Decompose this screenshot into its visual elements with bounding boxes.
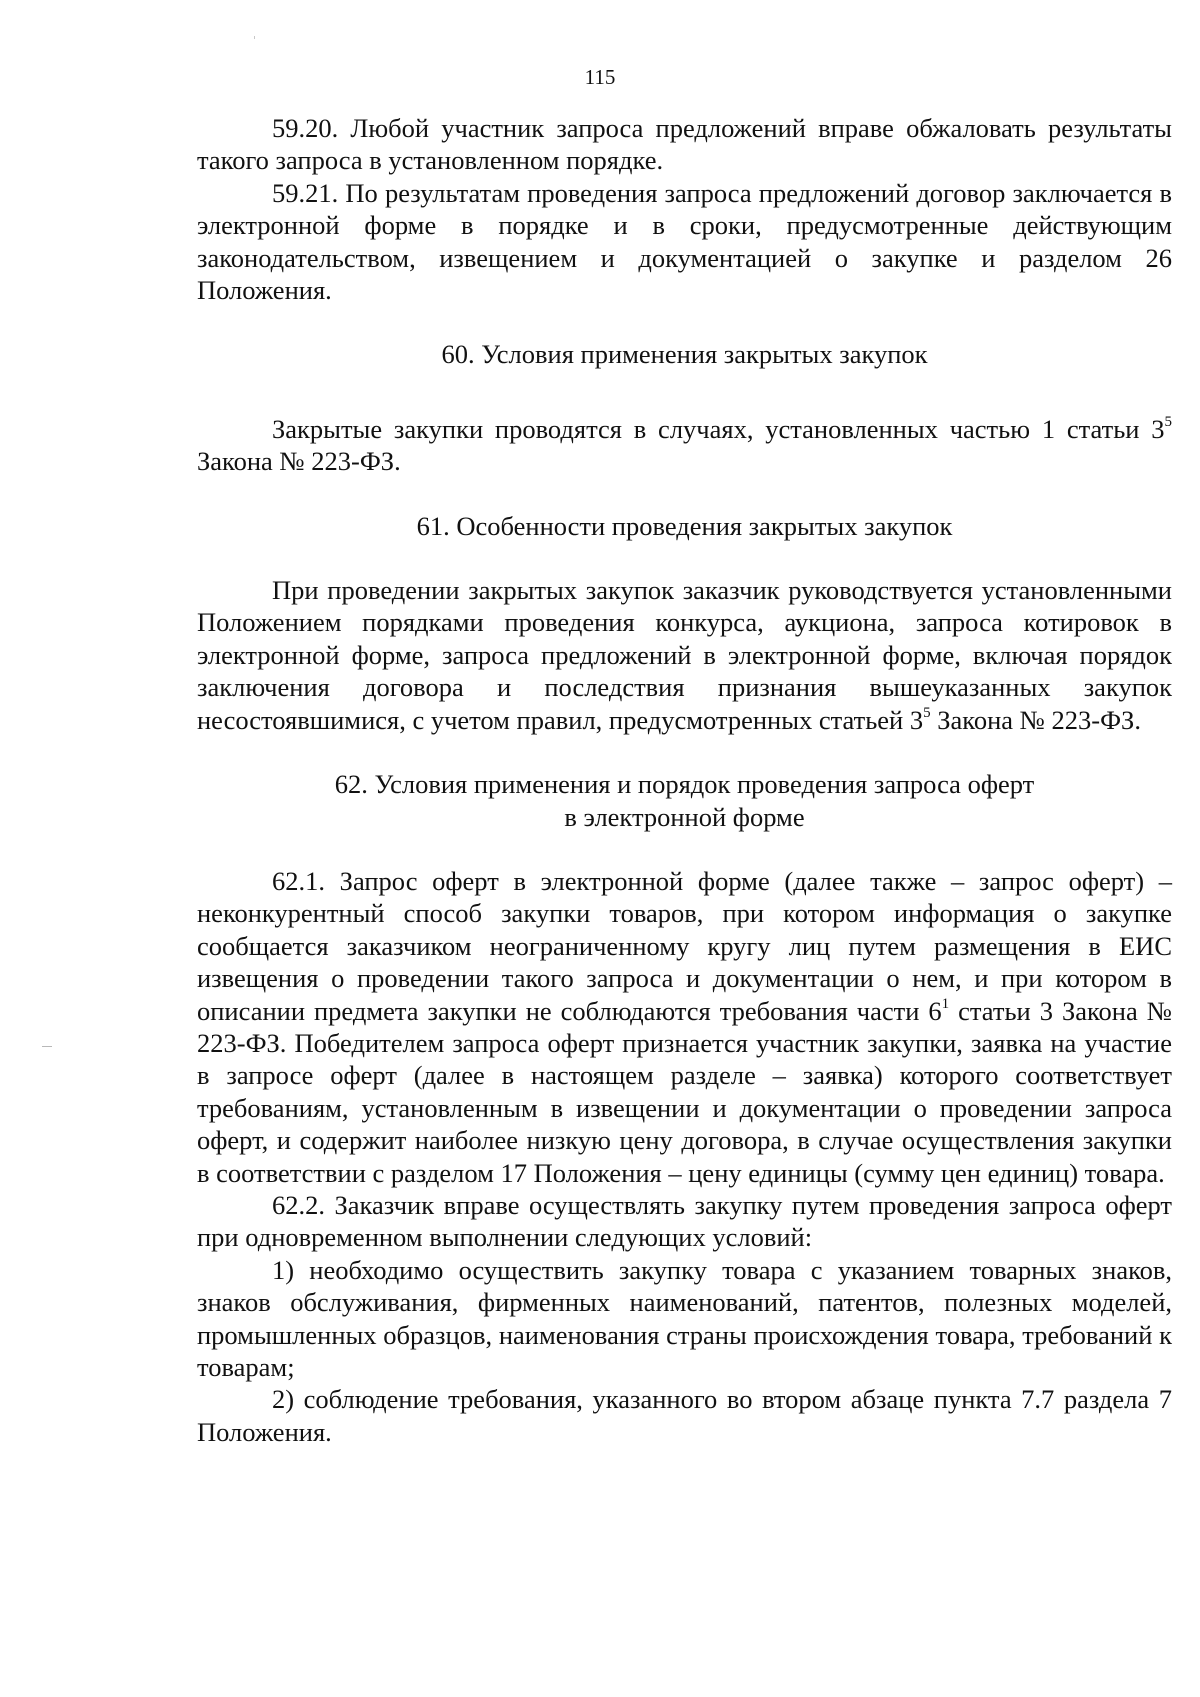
superscript: 1 bbox=[941, 995, 950, 1012]
heading-line: в электронной форме bbox=[564, 801, 805, 832]
section-heading-62 bbox=[197, 768, 1172, 833]
paragraph-62-1 bbox=[197, 865, 1172, 1189]
paragraph-text: статьи 3 Закона № 223-ФЗ. Победителем запроса оферт признается участник закупки, заявка на участие в запросе оферт (далее в настоящем разделе – заявка) которого соответствует требованиям, установленным в извещении и документации о проведении запроса оферт, и содержит наиболее низкую цену договора, в случае осуществления закупки в соответствии с разделом 17 Положения – цену единицы (сумму цен единиц) товара. bbox=[197, 995, 1172, 1188]
section-heading-61: 61. Особенности проведения закрытых закупок bbox=[416, 510, 953, 541]
list-item-62-2-2: 2) соблюдение требования, указанного во втором абзаце пункта 7.7 раздела 7 Положения. bbox=[197, 1384, 1172, 1447]
paragraph-text: Закрытые закупки проводятся в случаях, установленных частью 1 статьи 3 bbox=[272, 413, 1165, 444]
heading-line: 62. Условия применения и порядок проведения запроса оферт bbox=[334, 769, 1035, 800]
paragraph-text: Закона № 223-ФЗ. bbox=[197, 446, 401, 477]
paragraph-text: Закона № 223-ФЗ. bbox=[930, 704, 1141, 735]
page-number: 115 bbox=[584, 65, 616, 89]
paragraph-62-2: 62.2. Заказчик вправе осуществлять закупку путем проведения запроса оферт при одновременном выполнении следующих условий: bbox=[197, 1189, 1172, 1253]
paragraph-59-20: 59.20. Любой участник запроса предложений вправе обжаловать результаты такого запроса в установленном порядке. bbox=[197, 113, 1172, 176]
superscript: 5 bbox=[923, 704, 931, 721]
document-body bbox=[197, 112, 1172, 1448]
paragraph-59-21: 59.21. По результатам проведения запроса предложений договор заключается в электронной форме в порядке и в сроки, предусмотренные действующим законодательством, извещением и документацией о закупке и разделом 26 Положения. bbox=[197, 177, 1172, 306]
paragraph-text: 62.1. Запрос оферт в электронной форме (далее также – запрос оферт) – неконкурентный способ закупки товаров, при котором информация о закупке сообщается заказчиком неограниченному кругу лиц путем размещения в ЕИС извещения о проведении такого запроса и документации о нем, и при котором в описании предмета закупки не соблюдаются требования части 6 bbox=[197, 865, 1172, 1026]
paragraph-text: При проведении закрытых закупок заказчик руководствуется установленными Положением порядками проведения конкурса, аукциона, запроса котировок в электронной форме, запроса предложений в электронной форме, включая порядок заключения договора и последствия признания вышеуказанных закупок несостоявшимися, с учетом правил, предусмотренных статьей 3 bbox=[197, 575, 1172, 735]
list-item-62-2-1: 1) необходимо осуществить закупку товара с указанием товарных знаков, знаков обслуживания, фирменных наименований, патентов, полезных моделей, промышленных образцов, наименования страны происхождения товара, требований к товарам; bbox=[197, 1254, 1172, 1382]
scan-mark bbox=[42, 1046, 52, 1047]
section-heading-60: 60. Условия применения закрытых закупок bbox=[441, 339, 928, 370]
paragraph-60 bbox=[197, 413, 1172, 478]
scan-mark bbox=[254, 36, 255, 39]
superscript: 5 bbox=[1164, 414, 1172, 431]
paragraph-61 bbox=[197, 574, 1172, 736]
